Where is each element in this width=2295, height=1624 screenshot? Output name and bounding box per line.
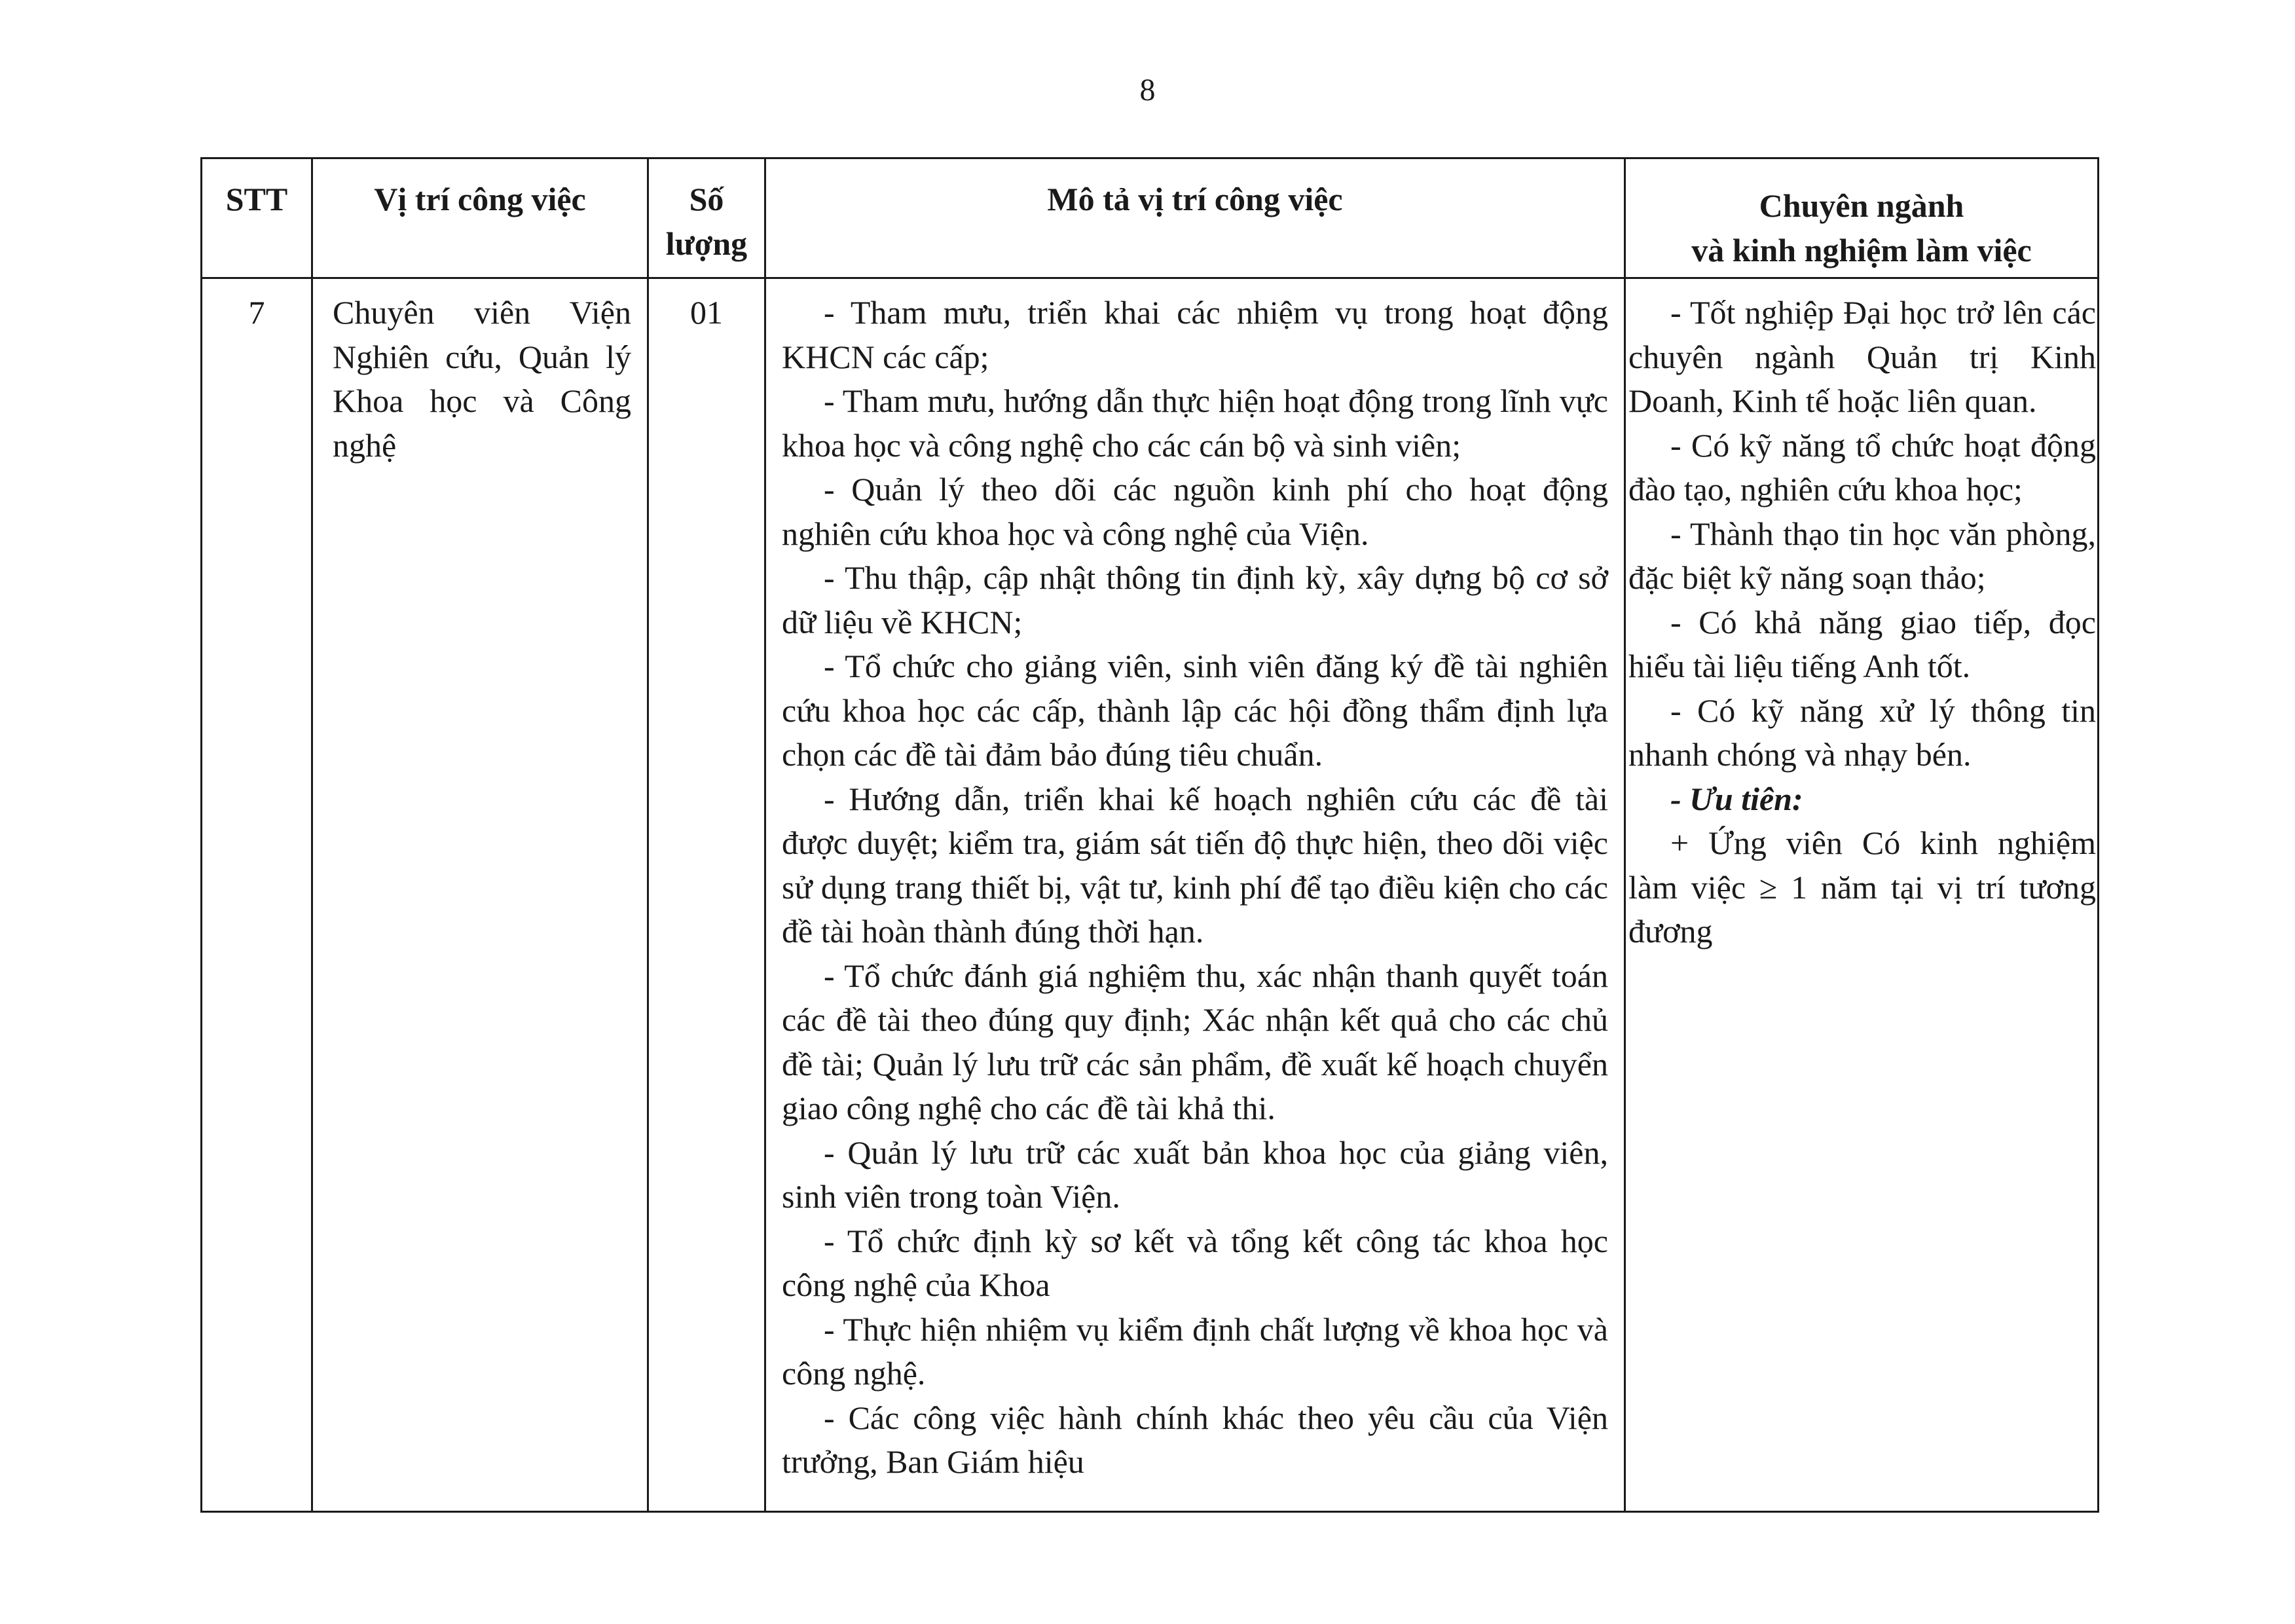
description-item: - Tham mưu, hướng dẫn thực hiện hoạt động trong lĩnh vực khoa học và công nghệ cho các cán bộ và sinh viên; xyxy=(782,382,1608,464)
description-item: - Tổ chức cho giảng viên, sinh viên đăng ký đề tài nghiên cứu khoa học các cấp, thành lập các hội đồng thẩm định lựa chọn các đề tài đảm bảo đúng tiêu chuẩn. xyxy=(782,648,1608,773)
header-stt: STT xyxy=(202,158,312,278)
header-quantity-line1: Số xyxy=(689,181,724,217)
requirement-item: - Có khả năng giao tiếp, đọc hiểu tài liệu tiếng Anh tốt. xyxy=(1628,603,2096,684)
description-item: - Hướng dẫn, triển khai kế hoạch nghiên cứu các đề tài được duyệt; kiểm tra, giám sát tiến độ thực hiện, theo dõi việc sử dụng trang thiết bị, vật tư, kinh phí để tạo điều kiện cho các đề tài hoàn thành đúng thời hạn. xyxy=(782,780,1608,950)
description-item: - Tham mưu, triển khai các nhiệm vụ trong hoạt động KHCN các cấp; xyxy=(782,294,1608,375)
table-row xyxy=(202,278,2099,1512)
row-description xyxy=(765,278,1625,1512)
row-stt: 7 xyxy=(202,278,312,1512)
header-description: Mô tả vị trí công việc xyxy=(765,158,1625,278)
description-item: - Tổ chức định kỳ sơ kết và tổng kết công tác khoa học công nghệ của Khoa xyxy=(782,1222,1608,1303)
description-item: - Thu thập, cập nhật thông tin định kỳ, xây dựng bộ cơ sở dữ liệu về KHCN; xyxy=(782,559,1608,640)
requirement-item: - Có kỹ năng tổ chức hoạt động đào tạo, nghiên cứu khoa học; xyxy=(1628,426,2096,507)
header-requirements-line2: và kinh nghiệm làm việc xyxy=(1691,231,2032,268)
requirement-item: - Thành thạo tin học văn phòng, đặc biệt kỹ năng soạn thảo; xyxy=(1628,515,2096,596)
description-item: - Các công việc hành chính khác theo yêu cầu của Viện trưởng, Ban Giám hiệu xyxy=(782,1399,1608,1480)
description-item: - Quản lý theo dõi các nguồn kinh phí cho hoạt động nghiên cứu khoa học và công nghệ của Viện. xyxy=(782,471,1608,552)
description-item: - Thực hiện nhiệm vụ kiểm định chất lượng về khoa học và công nghệ. xyxy=(782,1310,1608,1392)
row-position: Chuyên viên Viện Nghiên cứu, Quản lý Khoa học và Công nghệ xyxy=(312,278,648,1512)
job-positions-table xyxy=(200,157,2099,1513)
row-quantity: 01 xyxy=(648,278,765,1512)
description-item: - Tổ chức đánh giá nghiệm thu, xác nhận thanh quyết toán các đề tài theo đúng quy định; Xác nhận kết quả cho các chủ đề tài; Quản lý lưu trữ các sản phẩm, đề xuất kế hoạch chuyển giao công nghệ cho các đề tài khả thi. xyxy=(782,957,1608,1126)
priority-label: - Ưu tiên: xyxy=(1670,780,1803,817)
header-requirements-line1: Chuyên ngành xyxy=(1759,187,1964,224)
header-quantity-line2: lượng xyxy=(665,225,748,262)
requirement-item: - Tốt nghiệp Đại học trở lên các chuyên ngành Quản trị Kinh Doanh, Kinh tế hoặc liên quan. xyxy=(1628,294,2096,419)
description-item: - Quản lý lưu trữ các xuất bản khoa học của giảng viên, sinh viên trong toàn Viện. xyxy=(782,1134,1608,1215)
row-requirements xyxy=(1625,278,2099,1512)
header-quantity xyxy=(648,158,765,278)
header-requirements xyxy=(1625,158,2099,278)
requirement-item: - Có kỹ năng xử lý thông tin nhanh chóng và nhạy bén. xyxy=(1628,692,2096,773)
page-number: 8 xyxy=(1139,73,1156,107)
priority-text: + Ứng viên Có kinh nghiệm làm việc ≥ 1 năm tại vị trí tương đương xyxy=(1628,824,2096,950)
header-position: Vị trí công việc xyxy=(312,158,648,278)
table-header-row xyxy=(202,158,2099,278)
